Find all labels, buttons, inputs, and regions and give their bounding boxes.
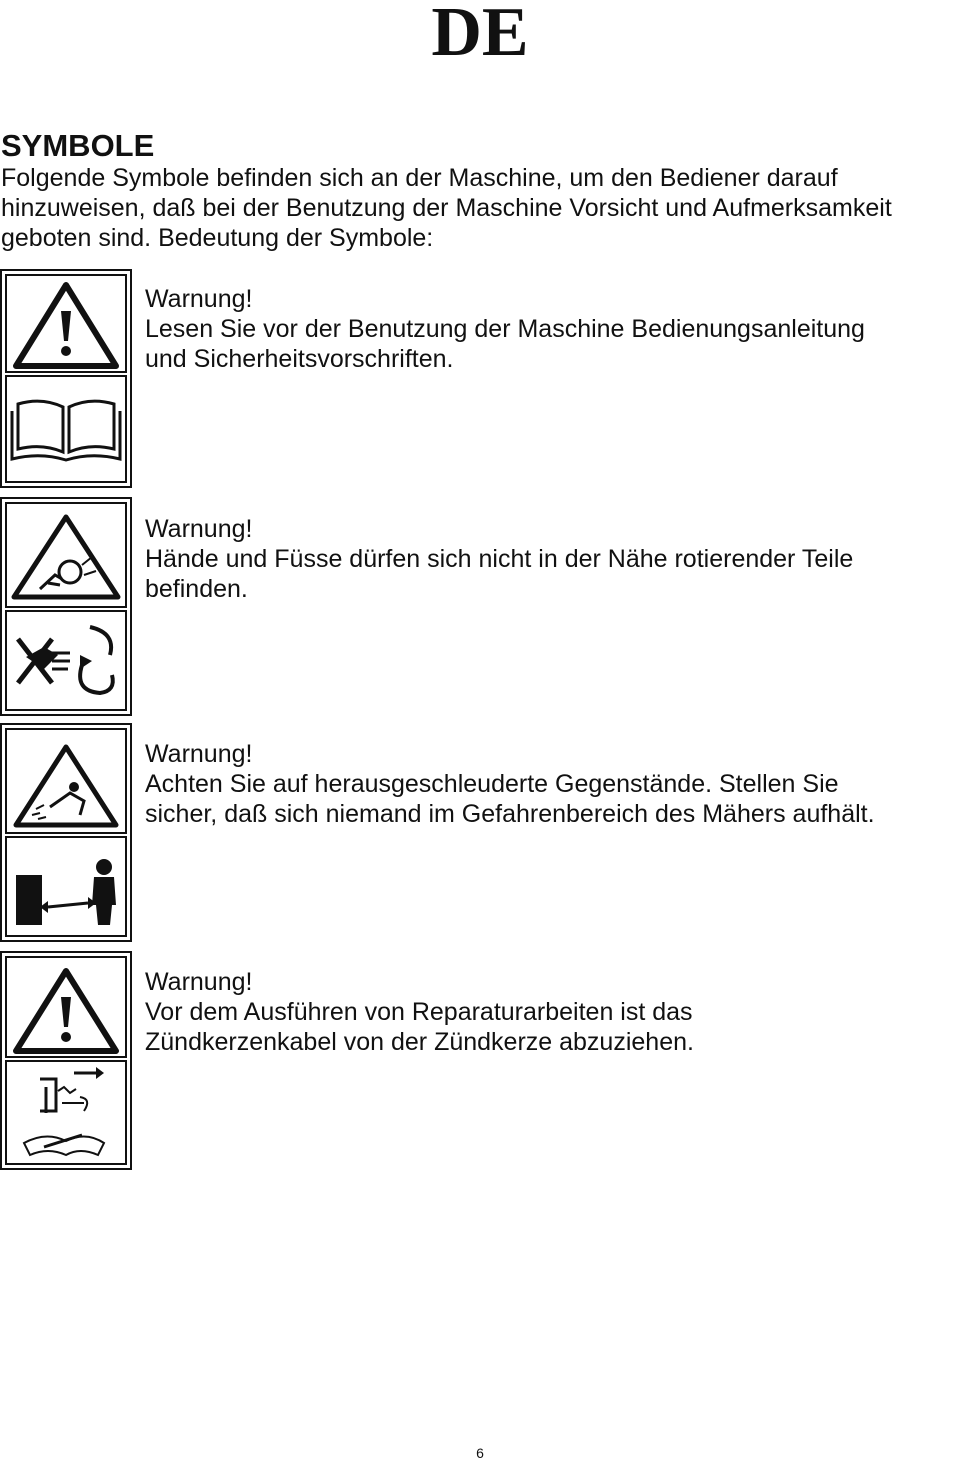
symbol-description-line: und Sicherheitsvorschriften. bbox=[145, 345, 454, 373]
manual-book-icon bbox=[12, 401, 120, 460]
symbol-text-thrown-objects bbox=[145, 739, 955, 829]
hand-hazard-icon bbox=[14, 517, 118, 597]
symbol-text-rotating-parts bbox=[145, 514, 955, 604]
intro-paragraph bbox=[1, 163, 959, 253]
spark-plug-disconnect-icon bbox=[24, 1067, 104, 1155]
symbol-text-read-manual bbox=[145, 284, 955, 374]
symbol-box-read-manual bbox=[0, 269, 132, 488]
language-code-header: DE bbox=[431, 0, 529, 71]
symbol-description-line: Zündkerzenkabel von der Zündkerze abzuziehen. bbox=[145, 1028, 694, 1056]
symbol-box-rotating-parts bbox=[0, 497, 132, 716]
symbol-description-line: Vor dem Ausführen von Reparaturarbeiten ist das bbox=[145, 998, 693, 1026]
symbol-description-line: Hände und Füsse dürfen sich nicht in der Nähe rotierender Teile bbox=[145, 545, 854, 573]
warning-label: Warnung! bbox=[145, 515, 253, 543]
warning-label: Warnung! bbox=[145, 740, 253, 768]
symbol-description-line: sicher, daß sich niemand im Gefahrenbereich des Mähers aufhält. bbox=[145, 800, 875, 828]
symbol-box-thrown-objects bbox=[0, 723, 132, 942]
warning-label: Warnung! bbox=[145, 285, 253, 313]
intro-line: hinzuweisen, daß bei der Benutzung der Maschine Vorsicht und Aufmerksamkeit bbox=[1, 194, 892, 222]
symbol-text-spark-plug bbox=[145, 967, 955, 1057]
intro-line: Folgende Symbole befinden sich an der Maschine, um den Bediener darauf bbox=[1, 164, 838, 192]
warning-label: Warnung! bbox=[145, 968, 253, 996]
symbol-description-line: Achten Sie auf herausgeschleuderte Gegenstände. Stellen Sie bbox=[145, 770, 839, 798]
symbol-description-line: Lesen Sie vor der Benutzung der Maschine Bedienungsanleitung bbox=[145, 315, 865, 343]
section-title: SYMBOLE bbox=[1, 128, 155, 163]
intro-line: geboten sind. Bedeutung der Symbole: bbox=[1, 224, 434, 252]
warning-triangle-icon bbox=[16, 285, 116, 366]
warning-triangle-icon bbox=[16, 971, 116, 1051]
thrown-objects-icon bbox=[16, 747, 116, 825]
symbol-box-spark-plug bbox=[0, 951, 132, 1170]
safe-distance-icon bbox=[16, 859, 116, 925]
rotating-blades-icon bbox=[18, 627, 113, 693]
page-number: 6 bbox=[476, 1445, 484, 1461]
symbol-description-line: befinden. bbox=[145, 575, 248, 603]
